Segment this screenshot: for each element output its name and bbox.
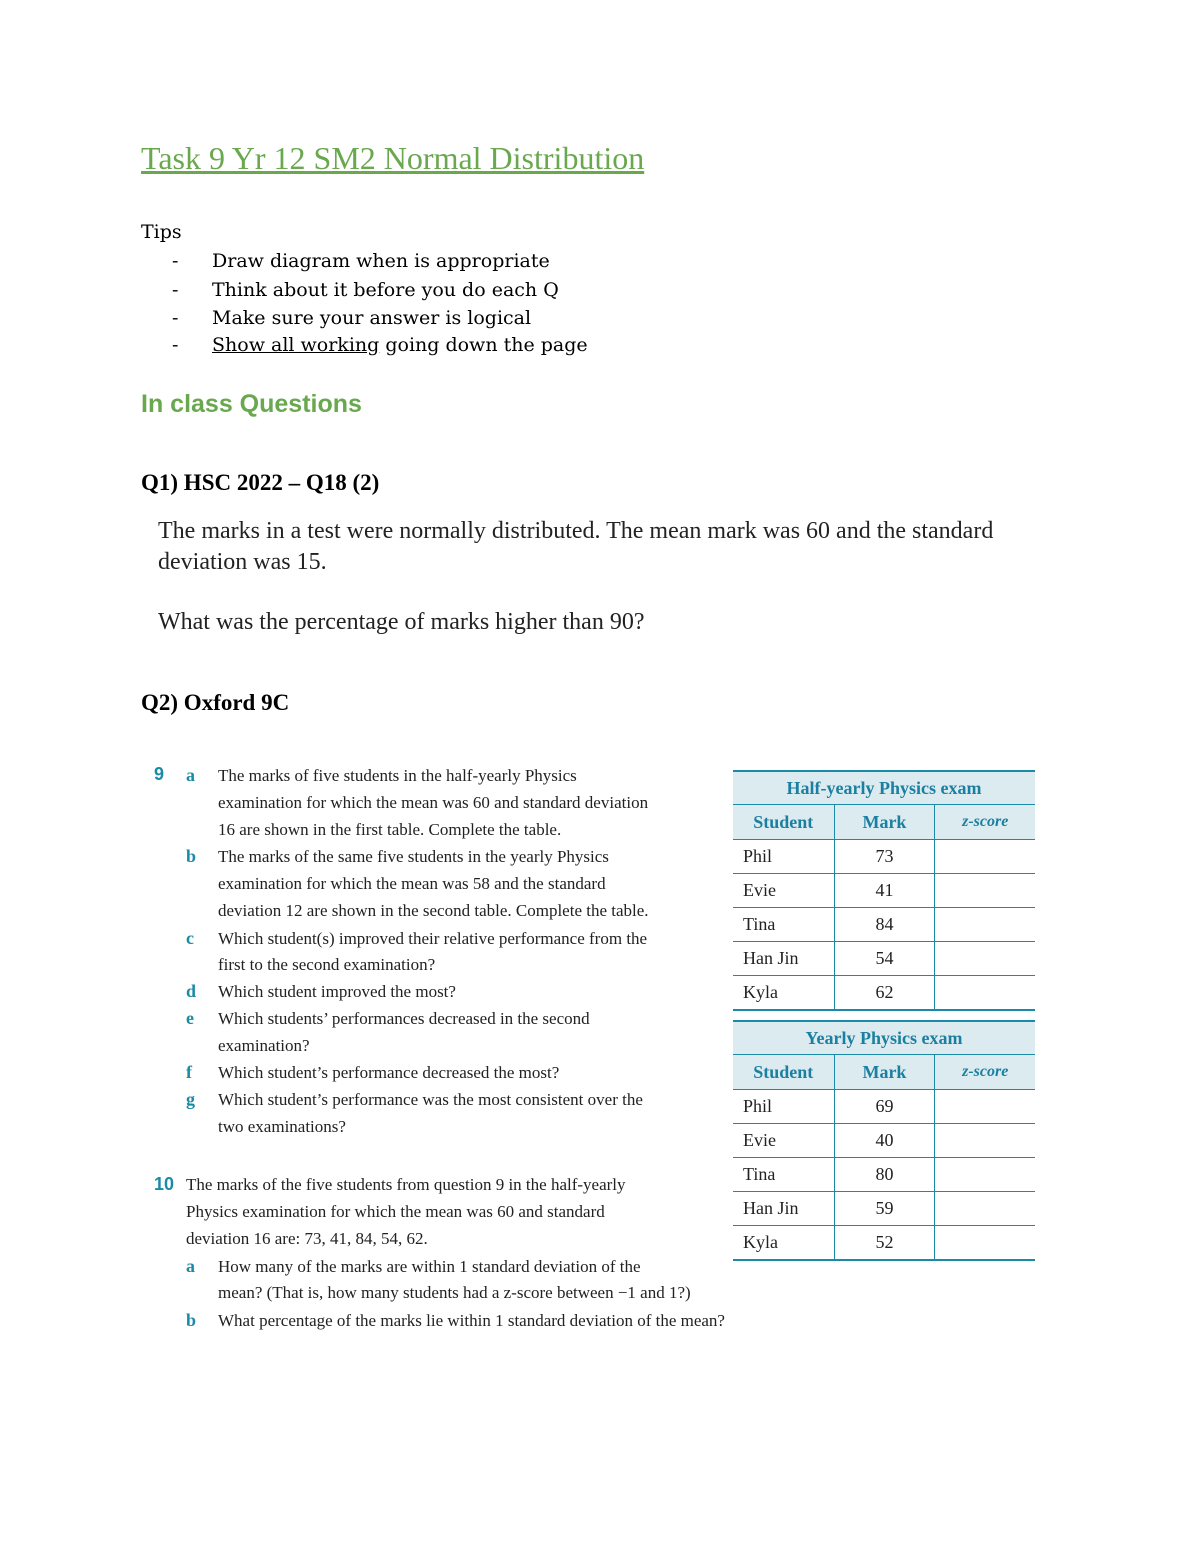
table-row: [733, 1124, 1035, 1158]
part-letter: a: [186, 765, 195, 785]
tip-text: going down the page: [379, 334, 588, 356]
student-mark: 62: [834, 976, 935, 1011]
column-header-mark: Mark: [834, 1055, 935, 1090]
student-mark: 52: [834, 1226, 935, 1261]
part-text: Which student’s performance decreased the most?: [218, 1063, 560, 1082]
question-text: The marks of the five students from question 9 in the half-yearly: [186, 1175, 626, 1194]
z-score-cell[interactable]: [935, 1124, 1035, 1158]
z-score-cell[interactable]: [935, 1226, 1035, 1261]
question-number: 10: [154, 1174, 175, 1194]
part-text: Which student’s performance was the most consistent over the: [218, 1090, 643, 1109]
table-row: [733, 874, 1035, 908]
z-score-cell[interactable]: [935, 874, 1035, 908]
part-text: examination for which the mean was 60 and standard deviation: [218, 793, 649, 812]
part-text: Which student(s) improved their relative performance from the: [218, 929, 648, 948]
tip-dash: -: [172, 334, 179, 356]
yearly-table: [733, 1020, 1035, 1261]
part-text: deviation 12 are shown in the second table. Complete the table.: [218, 901, 649, 920]
student-name: Kyla: [733, 1226, 834, 1261]
question-number: 9: [154, 764, 165, 784]
q1-text-line: deviation was 15.: [158, 549, 327, 575]
student-name: Evie: [733, 1124, 834, 1158]
table-caption: Yearly Physics exam: [733, 1021, 1035, 1055]
student-name: Tina: [733, 1158, 834, 1192]
part-text: 16 are shown in the first table. Complete the table.: [218, 820, 562, 839]
student-name: Evie: [733, 874, 834, 908]
q1-heading: Q1) HSC 2022 – Q18 (2): [141, 470, 380, 495]
part-letter: a: [186, 1256, 195, 1276]
student-mark: 40: [834, 1124, 935, 1158]
part-text: The marks of five students in the half-yearly Physics: [218, 766, 577, 785]
page-title: Task 9 Yr 12 SM2 Normal Distribution: [141, 140, 645, 176]
student-mark: 41: [834, 874, 935, 908]
z-score-cell[interactable]: [935, 908, 1035, 942]
table-caption: Half-yearly Physics exam: [733, 771, 1035, 805]
student-name: Han Jin: [733, 942, 834, 976]
student-mark: 84: [834, 908, 935, 942]
table-row: [733, 1090, 1035, 1124]
section-heading: In class Questions: [141, 390, 362, 418]
tip-dash: -: [172, 307, 179, 329]
tip-dash: -: [172, 279, 179, 301]
column-header-mark: Mark: [834, 805, 935, 840]
tip-text: Draw diagram when is appropriate: [212, 250, 550, 272]
tips-heading: Tips: [141, 221, 182, 243]
student-name: Tina: [733, 908, 834, 942]
z-score-cell[interactable]: [935, 1192, 1035, 1226]
z-score-cell[interactable]: [935, 1158, 1035, 1192]
part-letter: e: [186, 1008, 194, 1028]
part-text: mean? (That is, how many students had a z-score between −1 and 1?): [218, 1283, 691, 1302]
part-text: two examinations?: [218, 1117, 346, 1136]
column-header-z-score: z-score: [935, 805, 1035, 840]
part-text: examination for which the mean was 58 and the standard: [218, 874, 606, 893]
q1-text-line: The marks in a test were normally distributed. The mean mark was 60 and the standard: [158, 518, 994, 544]
tip-text: Think about it before you do each Q: [212, 279, 559, 301]
student-name: Han Jin: [733, 1192, 834, 1226]
question-text: Physics examination for which the mean was 60 and standard: [186, 1202, 605, 1221]
part-text: The marks of the same five students in the yearly Physics: [218, 847, 609, 866]
part-letter: b: [186, 846, 197, 866]
part-text: first to the second examination?: [218, 955, 436, 974]
table-row: [733, 1158, 1035, 1192]
table-row: [733, 1192, 1035, 1226]
z-score-cell[interactable]: [935, 1090, 1035, 1124]
part-text: How many of the marks are within 1 standard deviation of the: [218, 1257, 641, 1276]
table-row: [733, 976, 1035, 1011]
tip-text-wrap: [212, 334, 588, 356]
table-row: [733, 908, 1035, 942]
question-text: deviation 16 are: 73, 41, 84, 54, 62.: [186, 1229, 428, 1248]
tip-dash: -: [172, 250, 179, 272]
part-letter: b: [186, 1310, 197, 1330]
student-name: Kyla: [733, 976, 834, 1011]
student-mark: 59: [834, 1192, 935, 1226]
tip-underlined-text: Show all working: [212, 334, 380, 356]
part-text: What percentage of the marks lie within 1 standard deviation of the mean?: [218, 1311, 725, 1330]
part-text: examination?: [218, 1036, 310, 1055]
part-letter: d: [186, 981, 197, 1001]
student-name: Phil: [733, 1090, 834, 1124]
part-text: Which student improved the most?: [218, 982, 456, 1001]
table-row: [733, 1226, 1035, 1261]
student-mark: 80: [834, 1158, 935, 1192]
z-score-cell[interactable]: [935, 976, 1035, 1011]
table-row: [733, 840, 1035, 874]
student-mark: 69: [834, 1090, 935, 1124]
table-row: [733, 942, 1035, 976]
half-yearly-table: [733, 770, 1035, 1011]
column-header-z-score: z-score: [935, 1055, 1035, 1090]
q1-text-line: What was the percentage of marks higher than 90?: [158, 609, 645, 635]
part-letter: f: [186, 1062, 192, 1082]
student-mark: 73: [834, 840, 935, 874]
part-text: Which students’ performances decreased in the second: [218, 1009, 590, 1028]
part-letter: c: [186, 928, 194, 948]
student-name: Phil: [733, 840, 834, 874]
part-letter: g: [186, 1089, 195, 1109]
student-mark: 54: [834, 942, 935, 976]
column-header-student: Student: [733, 1055, 834, 1090]
tip-text: Make sure your answer is logical: [212, 307, 532, 329]
column-header-student: Student: [733, 805, 834, 840]
q2-heading: Q2) Oxford 9C: [141, 690, 290, 715]
z-score-cell[interactable]: [935, 840, 1035, 874]
z-score-cell[interactable]: [935, 942, 1035, 976]
